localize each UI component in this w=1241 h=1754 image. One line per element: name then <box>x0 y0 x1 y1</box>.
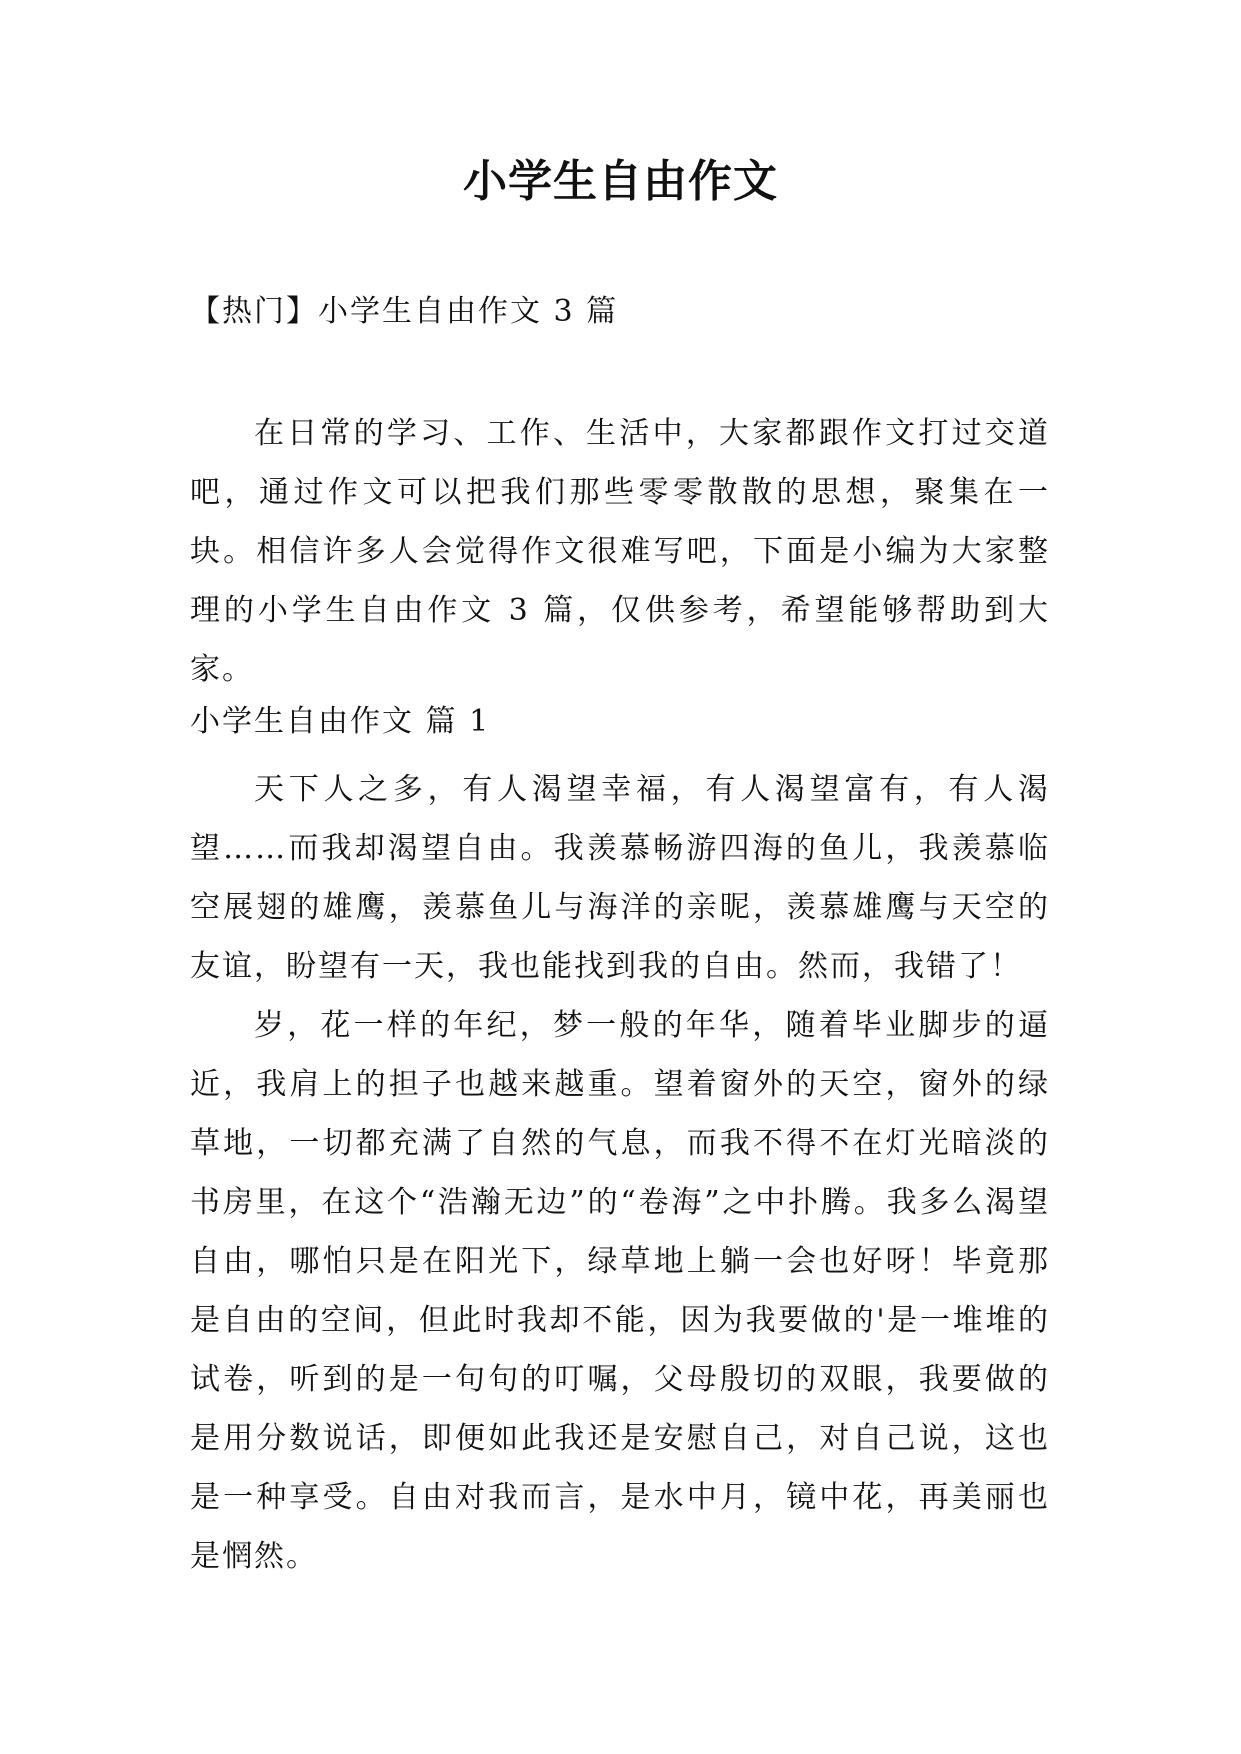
document-subtitle: 【热门】小学生自由作文 3 篇 <box>190 294 619 329</box>
essay-section <box>190 700 1050 1586</box>
intro-paragraph: 在日常的学习、工作、生活中，大家都跟作文打过交道吧，通过作文可以把我们那些零零散散的思想，聚集在一块。相信许多人会觉得作文很难写吧，下面是小编为大家整理的小学生自由作文 3 篇，仅供参考，希望能够帮助到大家。 <box>190 416 1050 687</box>
essay-paragraph: 天下人之多，有人渴望幸福，有人渴望富有，有人渴望……而我却渴望自由。我羡慕畅游四海的鱼儿，我羡慕临空展翅的雄鹰，羡慕鱼儿与海洋的亲昵，羡慕雄鹰与天空的友谊，盼望有一天，我也能找到我的自由。然而，我错了！ <box>190 772 1050 984</box>
essay-paragraph: 岁，花一样的年纪，梦一般的年华，随着毕业脚步的逼近，我肩上的担子也越来越重。望着窗外的天空，窗外的绿草地，一切都充满了自然的气息，而我不得不在灯光暗淡的书房里，在这个“浩瀚无边”的“卷海”之中扑腾。我多么渴望自由，哪怕只是在阳光下，绿草地上躺一会也好呀！毕竟那是自由的空间，但此时我却不能，因为我要做的'是一堆堆的试卷，听到的是一句句的叮嘱，父母殷切的双眼，我要做的是用分数说话，即便如此我还是安慰自己，对自己说，这也是一种享受。自由对我而言，是水中月，镜中花，再美丽也是惘然。 <box>190 1008 1050 1574</box>
document-title: 小学生自由作文 <box>463 156 778 207</box>
essay-heading: 小学生自由作文 篇 1 <box>190 704 491 739</box>
